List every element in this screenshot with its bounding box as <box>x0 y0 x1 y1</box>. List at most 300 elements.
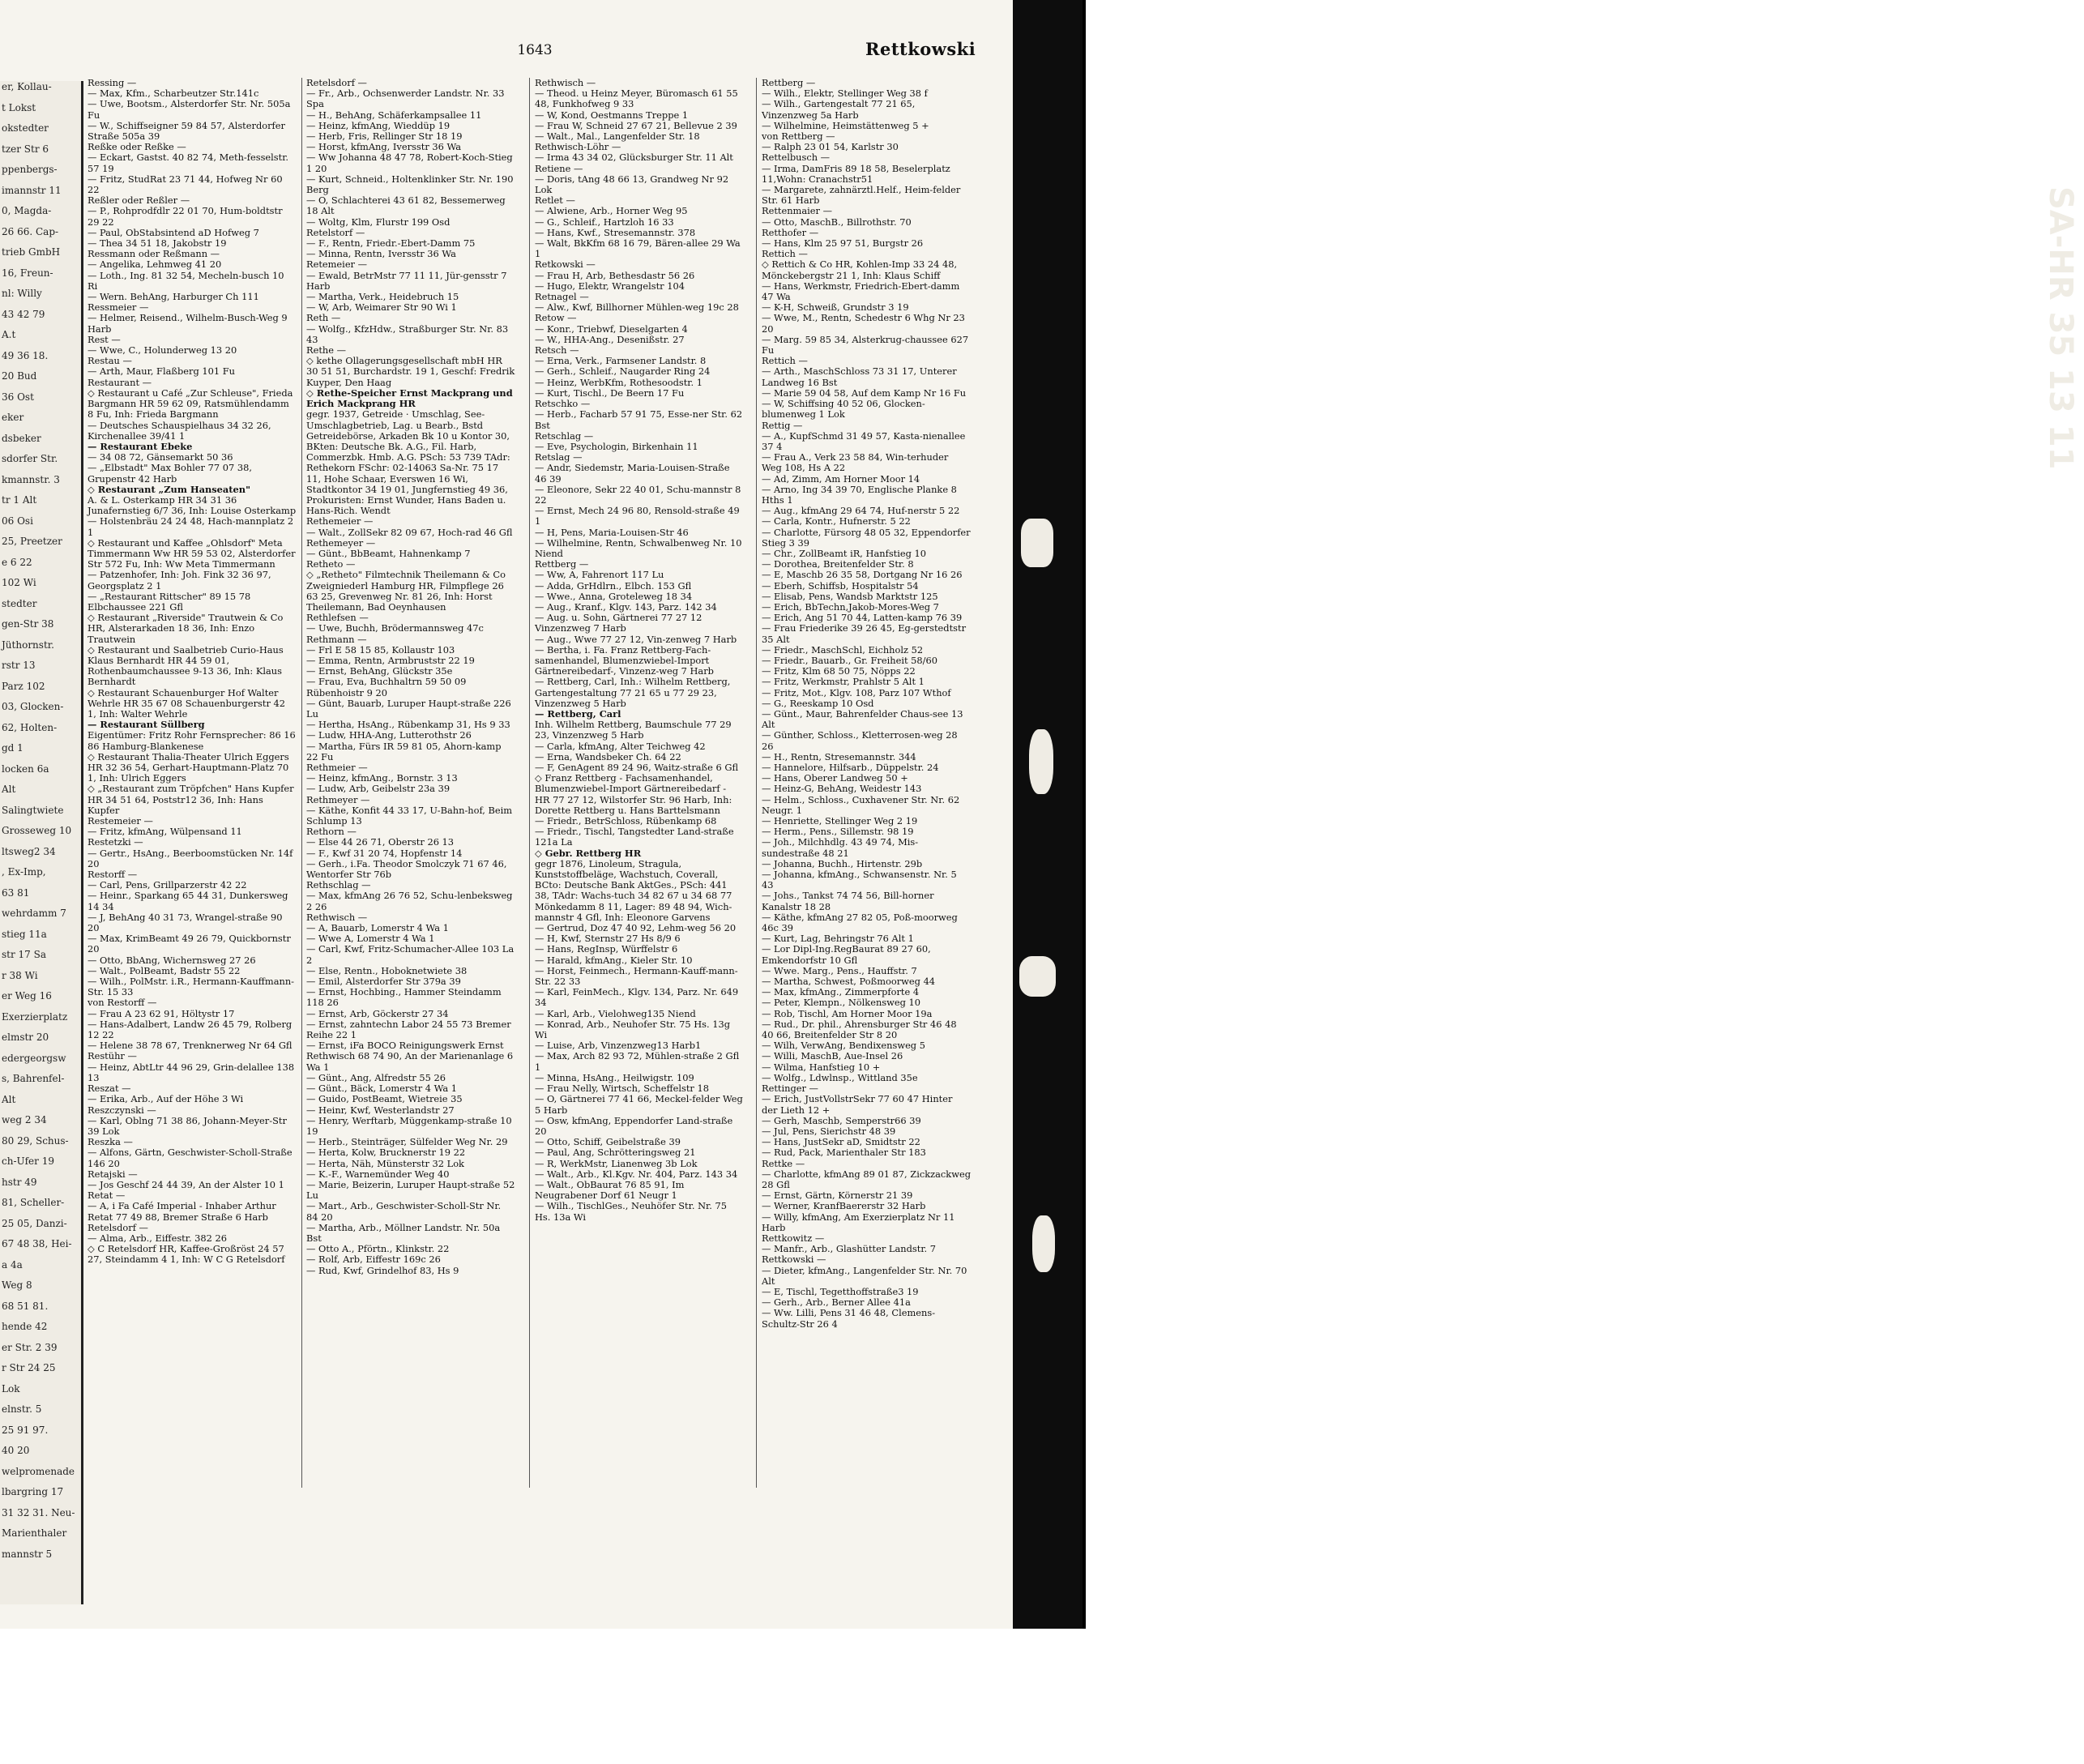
directory-entry: — Kurt, Schneid., Holtenklinker Str. Nr. 190 Berg <box>306 173 514 196</box>
directory-entry: — Friedr., BetrSchloss, Rübenkamp 68 <box>535 815 717 827</box>
directory-entry: — O, Gärtnerei 77 41 66, Meckel-felder Weg 5 Harb <box>535 1093 743 1116</box>
directory-entry: — Friedr., MaschSchl, Eichholz 52 <box>762 643 924 656</box>
directory-entry: — Hertha, HsAng., Rübenkamp 31, Hs 9 33 <box>306 719 510 731</box>
directory-entry: — Dorothea, Breitenfelder Str. 8 <box>762 558 914 570</box>
directory-entry: ◇ „Restaurant zum Tröpfchen" Hans Kupfer HR 34 51 64, Poststr12 36, Inh: Hans Kupfer <box>88 783 294 816</box>
directory-entry: — Loth., Ing. 81 32 54, Mecheln-busch 10 Ri <box>88 269 284 292</box>
directory-entry: — Rud, Kwf, Grindelhof 83, Hs 9 <box>306 1264 459 1276</box>
sliver-text-line: sdorfer Str. <box>2 453 58 464</box>
directory-entry: — Friedr., Bauarb., Gr. Freiheit 58/60 <box>762 654 937 666</box>
directory-entry: — Margarete, zahnärztl.Helf., Heim-felder Str. 61 Harb <box>762 184 961 207</box>
directory-entry: — Aug., Wwe 77 27 12, Vin-zenweg 7 Harb <box>535 633 737 645</box>
sliver-text-line: nl: Willy <box>2 288 42 299</box>
directory-entry: — Heinr., Sparkang 65 44 31, Dunkersweg 14 34 <box>88 890 288 912</box>
directory-entry: Reßler oder Reßler — — P., Rohprodfdlr 22 01 70, Hum-boldtstr 29 22 <box>88 194 283 228</box>
directory-entry: Rettelbusch — — Irma, DamFris 89 18 58, Beselerplatz 11,Wohn: Cranachstr51 <box>762 152 950 185</box>
directory-entry: — Heinz, WerbKfm, Rothesoodstr. 1 <box>535 376 702 388</box>
sliver-text-line: gen-Str 38 <box>2 618 54 630</box>
directory-entry: Rettke — — Charlotte, kfmAng 89 01 87, Zickzackweg 28 Gfl <box>762 1157 971 1190</box>
directory-entry: Retslag — — Andr, Siedemstr, Maria-Louisen-Straße 46 39 <box>535 451 730 485</box>
directory-entry: — Restaurant Ebeke <box>88 440 193 452</box>
directory-entry: Rettich — ◇ Rettich & Co HR, Kohlen-Imp 33 24 48, Mönckebergstr 21 1, Inh: Klaus Schiff <box>762 248 958 281</box>
directory-entry: Retat — — A, i Fa Café Imperial - Inhaber Arthur Retat 77 49 88, Bremer Straße 6 Harb <box>88 1190 276 1223</box>
directory-entry: — Heinr, Kwf, Westerlandstr 27 <box>306 1104 455 1116</box>
directory-entry: — Wern. BehAng, Harburger Ch 111 <box>88 291 259 303</box>
directory-entry: — Patzenhofer, Inh: Joh. Fink 32 36 97, Georgsplatz 2 1 <box>88 569 271 592</box>
directory-entry: — Marie, Beizerin, Luruper Haupt-straße 52 Lu <box>306 1178 515 1202</box>
directory-entry: Rettkowski — — Dieter, kfmAng., Langenfelder Str. Nr. 70 Alt <box>762 1254 967 1287</box>
directory-entry: — Günt., Maur, Bahrenfelder Chaus-see 13 Alt <box>762 707 963 731</box>
directory-entry: — Helene 38 78 67, Trenknerweg Nr 64 Gfl <box>88 1040 293 1052</box>
directory-entry: — Günt., Bäck, Lomerstr 4 Wa 1 <box>306 1083 458 1095</box>
directory-entry: Restemeier — — Fritz, kfmAng, Wülpensand 11 <box>88 815 242 838</box>
sliver-text-line: tzer Str 6 <box>2 143 49 155</box>
directory-entry: — Carla, Kontr., Hufnerstr. 5 22 <box>762 515 911 527</box>
sliver-text-line: 43 42 79 <box>2 308 45 320</box>
directory-entry: — Otto A., Pförtn., Klinkstr. 22 <box>306 1243 450 1255</box>
directory-entry: Retajski — — Jos Geschf 24 44 39, An der Alster 10 1 <box>88 1168 284 1190</box>
directory-entry: — Wilh., TischlGes., Neuhöfer Str. Nr. 75 Hs. 13a Wi <box>535 1200 727 1223</box>
running-head: Rettkowski <box>865 39 976 59</box>
directory-entry: Rettinger — — Erich, JustVollstrSekr 77 60 47 Hinter der Lieth 12 + <box>762 1083 953 1116</box>
directory-entry: — Joh., Milchhdlg. 43 49 74, Mis-sundestraße 48 21 <box>762 836 919 859</box>
directory-entry: — Ernst, iFa BOCO Reinigungswerk Ernst Rethwisch 68 74 90, An der Marienanlage 6 Wa 1 <box>306 1040 514 1073</box>
directory-entry: — Bertha, i. Fa. Franz Rettberg-Fach-samenhandel, Blumenzwiebel-Import Gärtnereibedarf-, Vinzenz-weg 7 Harb <box>535 643 714 677</box>
directory-entry: — Frau Friederike 39 26 45, Eg-gerstedtstr 35 Alt <box>762 622 967 645</box>
directory-entry: — E, Tischl, Tegetthoffstraße3 19 <box>762 1285 919 1297</box>
directory-entry: — Rud., Dr. phil., Ahrensburger Str 46 48 40 66, Breitenfelder Str 8 20 <box>762 1018 957 1041</box>
sliver-text-line: 06 Osi <box>2 515 33 527</box>
directory-entry: — Paul, ObStabsintend aD Hofweg 7 <box>88 226 259 238</box>
sliver-text-line: 63 81 <box>2 886 30 899</box>
directory-entry: — Rolf, Arb, Eiffestr 169c 26 <box>306 1254 441 1266</box>
directory-entry: A. & L. Osterkamp HR 34 31 36 Junafernstieg 6/7 36, Inh: Louise Osterkamp <box>88 493 297 517</box>
directory-entry: — F., Kwf 31 20 74, Hopfenstr 14 <box>306 847 463 859</box>
sliver-text-line: 25, Preetzer <box>2 536 62 547</box>
directory-entry: — Otto, Schiff, Geibelstraße 39 <box>535 1136 681 1148</box>
directory-entry: — Woltg, Klm, Flurstr 199 Osd <box>306 216 451 228</box>
sliver-text-line: er, Kollau- <box>2 81 52 92</box>
sliver-text-line: trieb GmbH <box>2 246 61 258</box>
directory-entry: — Helm., Schloss., Cuxhavener Str. Nr. 62 Neugr. 1 <box>762 793 960 816</box>
directory-entry: ◇ Restaurant Schauenburger Hof Walter Wehrle HR 35 67 08 Schauenburgerstr 42 1, Inh: Walter Wehrle <box>88 686 286 720</box>
directory-entry: — Holstenbräu 24 24 48, Hach-mannplatz 2 1 <box>88 515 294 538</box>
directory-entry: — Ernst, BehAng, Glückstr 35e <box>306 665 453 677</box>
directory-entry: — Harald, kfmAng., Kieler Str. 10 <box>535 954 693 966</box>
directory-entry: ◇ Franz Rettberg - Fachsamenhandel, Blumenzwiebel-Import Gärtnereibedarf - HR 77 27 12, Wilstorfer Str. 96 Harb, Inh: Dorette Rettberg u. Hans Barttelsmann <box>535 772 732 816</box>
directory-entry: — Käthe, kfmAng 27 82 05, Poß-moorweg 46c 39 <box>762 911 958 934</box>
directory-entry: — Johanna, kfmAng., Schwansenstr. Nr. 5 43 <box>762 869 957 891</box>
directory-entry: — Jul, Pens, Sierichstr 48 39 <box>762 1125 896 1137</box>
directory-entry: — W, Arb, Weimarer Str 90 Wi 1 <box>306 301 457 314</box>
directory-entry: Retthofer — — Hans, Klm 25 97 51, Burgstr 26 <box>762 226 924 250</box>
sliver-text-line: Alt <box>2 784 16 795</box>
directory-entry: — H, Pens, Maria-Louisen-Str 46 <box>535 526 689 538</box>
directory-entry: — Gerh., i.Fa. Theodor Smolczyk 71 67 46, Wentorfer Str 76b <box>306 857 507 881</box>
directory-entry: — Ludw, HHA-Ang, Lutterothstr 26 <box>306 729 472 741</box>
directory-entry: — Horst, kfmAng, Iversstr 36 Wa <box>306 141 462 153</box>
directory-entry: — Herta, Kolw, Brucknerstr 19 22 <box>306 1147 466 1159</box>
directory-entry: — Martha, Arb., Möllner Landstr. Nr. 50a Bst <box>306 1221 501 1244</box>
directory-entry: — Johs., Tankst 74 74 56, Bill-horner Kanalstr 18 28 <box>762 890 934 912</box>
directory-entry: — Hugo, Elektr, Wrangelstr 104 <box>535 280 685 292</box>
directory-entry: — Konrad, Arb., Neuhofer Str. 75 Hs. 13g Wi <box>535 1018 730 1041</box>
directory-entry: — H., Rentn, Stresemannstr. 344 <box>762 750 916 762</box>
directory-entry: — Wwe, M., Rentn, Schedestr 6 Whg Nr 23 20 <box>762 312 965 335</box>
directory-entry: Rethmeyer — — Käthe, Konfit 44 33 17, U-Bahn-hof, Beim Schlump 13 <box>306 793 513 827</box>
directory-entry: Restaurant — ◇ Restaurant u Café „Zur Schleuse", Frieda Bargmann HR 59 62 09, Ratsmühlendamm 8 Fu, Inh: Frieda Bargmann <box>88 376 293 421</box>
sliver-text-line: Parz 102 <box>2 680 45 692</box>
directory-entry: — Paul, Ang, Schrötteringsweg 21 <box>535 1147 696 1159</box>
sliver-text-line: stedter <box>2 597 37 609</box>
directory-entry: — K.-F., Warnemünder Weg 40 <box>306 1168 450 1180</box>
directory-entry: — Günt., Ang, Alfredstr 55 26 <box>306 1071 446 1083</box>
directory-entry: — Walt., ObBaurat 76 85 91, Im Neugrabener Dorf 61 Neugr 1 <box>535 1178 685 1202</box>
sliver-text-line: weg 2 34 <box>2 1114 47 1125</box>
directory-entry: — Johanna, Buchh., Hirtenstr. 29b <box>762 857 923 869</box>
sliver-text-line: dsbeker <box>2 432 41 444</box>
directory-entry: Rethschlag — — Max, kfmAng 26 76 52, Schu-lenbeksweg 2 26 <box>306 879 513 912</box>
directory-entry: — Aug., kfmAng 29 64 74, Huf-nerstr 5 22 <box>762 505 960 517</box>
directory-entry: Restühr — — Heinz, AbtLtr 44 96 29, Grin-delallee 138 13 <box>88 1050 295 1083</box>
sliver-text-line: r 38 Wi <box>2 969 38 981</box>
directory-entry: Ressmann oder Reßmann — — Angelika, Lehmweg 41 20 <box>88 248 222 271</box>
directory-entry: Rettenmaier — — Otto, MaschB., Billrothstr. 70 <box>762 205 912 228</box>
directory-entry: — Walt., PolBeamt, Badstr 55 22 <box>88 964 241 976</box>
directory-entry: — Erich, BbTechn,Jakob-Mores-Weg 7 <box>762 600 939 613</box>
directory-entry: — Uwe, Bootsm., Alsterdorfer Str. Nr. 505a Fu <box>88 98 291 121</box>
sliver-text-line: 25 91 97. <box>2 1424 49 1436</box>
sliver-text-line: e 6 22 <box>2 556 32 568</box>
sliver-text-line: Grosseweg 10 <box>2 825 72 836</box>
directory-entry: — Adda, GrHdlrn., Elbch. 153 Gfl <box>535 579 692 592</box>
directory-entry: Retnagel — — Alw., Kwf, Billhorner Mühlen-weg 19c 28 <box>535 291 739 314</box>
directory-entry: — „Elbstadt" Max Bohler 77 07 38, Grupenstr 42 Harb <box>88 462 252 485</box>
directory-entry: — Wwe. Marg., Pens., Hauffstr. 7 <box>762 964 917 976</box>
directory-entry: — Ludw, Arb, Geibelstr 23a 39 <box>306 783 451 795</box>
page-number: 1643 <box>517 42 553 58</box>
directory-entry: ◇ Gebr. Rettberg HR <box>535 847 642 859</box>
directory-entry: — Gerh, Maschb, Semperstr66 39 <box>762 1114 921 1126</box>
directory-entry: — Wilhelmine, Heimstättenweg 5 + <box>762 119 929 131</box>
sliver-text-line: 16, Freun- <box>2 267 53 279</box>
directory-entry: — Horst, Feinmech., Hermann-Kauff-mann-Str. 22 33 <box>535 964 738 988</box>
directory-entry: — Wilh., Gartengestalt 77 21 65, Vinzenzweg 5a Harb <box>762 98 916 121</box>
directory-entry: — 34 08 72, Gänsemarkt 50 36 <box>88 451 233 463</box>
directory-entry: Retelstorf — — F., Rentn, Friedr.-Ebert-Damm 75 <box>306 226 476 250</box>
directory-entry: ◇ Restaurant und Saalbetrieb Curio-Haus Klaus Bernhardt HR 44 59 01, Rothenbaumchaussee 9-13 36, Inh: Klaus Bernhardt <box>88 643 284 688</box>
directory-entry: — Fritz, Klm 68 50 75, Nöpps 22 <box>762 665 916 677</box>
directory-entry: Restau — — Arth, Maur, Flaßberg 101 Fu <box>88 355 235 378</box>
directory-entry: — Eberh, Schiffsb, Hospitalstr 54 <box>762 579 919 592</box>
directory-entry: — Max, KrimBeamt 49 26 79, Quickbornstr 20 <box>88 933 291 955</box>
directory-entry: — Else, Rentn., Hoboknetwiete 38 <box>306 964 468 976</box>
directory-entry: — Heinz, kfmAng, Wieddüp 19 <box>306 119 451 131</box>
directory-entry: Reszczynski — — Karl, Oblng 71 38 86, Johann-Meyer-Str 39 Lok <box>88 1104 287 1137</box>
directory-entry: Rettig — — A., KupfSchmd 31 49 57, Kasta-nienallee 37 4 <box>762 419 966 452</box>
directory-entry: Reszat — — Erika, Arb., Auf der Höhe 3 Wi <box>88 1083 244 1105</box>
sliver-text-line: eker <box>2 412 24 423</box>
directory-entry: — Günt, Bauarb, Luruper Haupt-straße 226 Lu <box>306 697 511 720</box>
directory-entry: — Guido, PostBeamt, Wietreie 35 <box>306 1093 463 1105</box>
sliver-text-line: Alt <box>2 1093 16 1105</box>
directory-entry: — Walt., Mal., Langenfelder Str. 18 <box>535 130 700 143</box>
directory-entry: — Carl, Kwf, Fritz-Schumacher-Allee 103 La 2 <box>306 943 515 966</box>
sliver-text-line: Salingtwiete <box>2 804 64 816</box>
directory-entry: — Ernst, zahntechn Labor 24 55 73 Bremer Reihe 22 1 <box>306 1018 511 1041</box>
directory-entry: Retkowski — — Frau H, Arb, Bethesdastr 56 26 <box>535 258 695 281</box>
directory-entry: — G., Reeskamp 10 Osd <box>762 697 874 709</box>
directory-entry: — F, GenAgent 89 24 96, Waitz-straße 6 Gfl <box>535 762 739 773</box>
directory-entry: Rethwisch — — Theod. u Heinz Meyer, Büromasch 61 55 48, Funkhofweg 9 33 <box>535 77 738 110</box>
sliver-text-line: tr 1 Alt <box>2 494 37 506</box>
directory-entry: — Thea 34 51 18, Jakobstr 19 <box>88 237 227 250</box>
directory-entry: — Carla, kfmAng, Alter Teichweg 42 <box>535 740 706 752</box>
directory-entry: — H, Kwf, Sternstr 27 Hs 8/9 6 <box>535 933 681 945</box>
sliver-text-line: s, Bahrenfel- <box>2 1073 65 1084</box>
directory-entry: von Restorff — — Frau A 23 62 91, Höltystr 17 <box>88 997 235 1019</box>
directory-entry: — Hans, JustSekr aD, Smidtstr 22 <box>762 1136 920 1148</box>
directory-entry: — Werner, KranfBaererstr 32 Harb <box>762 1200 926 1212</box>
directory-entry: — Ernst, Gärtn, Körnerstr 21 39 <box>762 1190 913 1202</box>
directory-entry: — Ad, Zimm, Am Horner Moor 14 <box>762 472 920 485</box>
directory-entry: — Hans, Werkmstr, Friedrich-Ebert-damm 47 Wa <box>762 280 960 303</box>
directory-entry: Reßke oder Reßke — — Eckart, Gastst. 40 82 74, Meth-fesselstr. 57 19 <box>88 141 289 174</box>
directory-entry: — Elisab, Pens, Wandsb Marktstr 125 <box>762 590 938 602</box>
directory-entry: — Kurt, Tischl., De Beern 17 Fu <box>535 387 685 399</box>
directory-entry: — Chr., ZollBeamt iR, Hanfstieg 10 <box>762 547 927 559</box>
sliver-text-line: imannstr 11 <box>2 184 62 196</box>
directory-entry: — Arno, Ing 34 39 70, Englische Planke 8 Hths 1 <box>762 483 957 506</box>
directory-entry: Reth — — Wolfg., KfzHdw., Straßburger Str. Nr. 83 43 <box>306 312 509 345</box>
sliver-text-line: 80 29, Schus- <box>2 1134 69 1147</box>
directory-entry: — Fritz, Werkmstr, Prahlstr 5 Alt 1 <box>762 676 925 688</box>
sliver-text-line: 25 05, Danzi- <box>2 1217 67 1229</box>
directory-entry: — Charlotte, Fürsorg 48 05 32, Eppendorfer Stieg 3 39 <box>762 526 971 549</box>
column-divider <box>756 78 757 1488</box>
directory-column-2 <box>306 78 515 1276</box>
directory-entry: — Hans-Adalbert, Landw 26 45 79, Rolberg 12 22 <box>88 1018 293 1041</box>
directory-entry: — Frau W, Schneid 27 67 21, Bellevue 2 39 <box>535 119 737 131</box>
directory-entry: Retlet — — Alwiene, Arb., Horner Weg 95 <box>535 194 688 217</box>
sliver-text-line: 31 32 31. Neu- <box>2 1506 75 1518</box>
directory-entry: — Ww. Lilli, Pens 31 46 48, Clemens-Schultz-Str 26 4 <box>762 1307 936 1330</box>
scan-edge-line <box>1083 0 1086 1629</box>
sliver-text-line: ltsweg2 34 <box>2 845 56 857</box>
directory-column-4 <box>762 78 971 1330</box>
directory-entry: — E, Maschb 26 35 58, Dortgang Nr 16 26 <box>762 569 963 581</box>
directory-entry: — K-H, Schweiß, Grundstr 3 19 <box>762 301 909 314</box>
column-divider <box>301 78 302 1488</box>
directory-entry: — Martha, Schwest, Poßmoorweg 44 <box>762 976 936 988</box>
directory-entry: — Wwe A, Lomerstr 4 Wa 1 <box>306 933 435 945</box>
directory-entry: Rethmann — — Frl E 58 15 85, Kollaustr 103 <box>306 633 455 656</box>
directory-entry: — G., Schleif., Hartzloh 16 33 <box>535 216 674 228</box>
directory-entry: Retheto — ◇ „Retheto" Filmtechnik Theilemann & Co Zweigniederl Hamburg HR, Filmpflege 26 63 25, Grevenweg Nr. 81 26, Inh: Horst Theilemann, Bad Oeynhausen <box>306 558 506 613</box>
sliver-text-line: 36 Ost <box>2 391 34 403</box>
directory-entry: — Fritz, StudRat 23 71 44, Hofweg Nr 60 22 <box>88 173 283 196</box>
sliver-text-line: 81, Scheller- <box>2 1197 65 1208</box>
directory-column-1 <box>88 78 297 1266</box>
directory-entry: — Mart., Arb., Geschwister-Scholl-Str Nr. 84 20 <box>306 1200 502 1223</box>
sliver-text-line: 68 51 81. <box>2 1300 49 1312</box>
directory-entry: Retsch — — Erna, Verk., Farmsener Landstr. 8 <box>535 344 707 367</box>
sliver-text-line: edergeorgsw <box>2 1052 66 1064</box>
directory-entry: ◇ Restaurant „Riverside" Trautwein & Co HR, Alsterarkaden 18 36, Inh: Enzo Trautwein <box>88 612 284 645</box>
directory-entry: — H., BehAng, Schäferkampsallee 11 <box>306 109 482 121</box>
directory-entry: — W., Schiffseigner 59 84 57, Alsterdorfer Straße 505a 39 <box>88 119 285 143</box>
sliver-text-line: stieg 11a <box>2 928 47 940</box>
sliver-text-line: wehrdamm 7 <box>2 908 66 919</box>
directory-entry: Inh. Wilhelm Rettberg, Baumschule 77 29 23, Vinzenzweg 5 Harb <box>535 719 732 741</box>
directory-entry: — Hans, RegInsp, Würffelstr 6 <box>535 943 678 955</box>
directory-entry: — Herb, Fris, Rellinger Str 18 19 <box>306 130 463 143</box>
sliver-text-line: r Str 24 25 <box>2 1362 56 1373</box>
sliver-text-line: welpromenade <box>2 1465 75 1477</box>
directory-entry: — Restaurant Süllberg <box>88 719 205 731</box>
directory-entry: — Minna, HsAng., Heilwigstr. 109 <box>535 1071 694 1083</box>
directory-entry: Rettberg — — Wilh., Elektr, Stellinger Weg 38 f <box>762 77 928 100</box>
directory-entry: — Marie 59 04 58, Auf dem Kamp Nr 16 Fu <box>762 387 967 399</box>
sliver-text-line: 102 Wi <box>2 577 36 588</box>
directory-column-3 <box>535 78 744 1223</box>
directory-entry: Rethmeier — — Heinz, kfmAng., Bornstr. 3 13 <box>306 762 458 784</box>
directory-entry: Restetzki — — Gertr., HsAng., Beerboomstücken Nr. 14f 20 <box>88 836 293 869</box>
directory-entry: — Aug., Kranf., Klgv. 143, Parz. 142 34 <box>535 600 717 613</box>
directory-entry: — Frau Nelly, Wirtsch, Scheffelstr 18 <box>535 1083 709 1095</box>
directory-entry: Eigentümer: Fritz Rohr Fernsprecher: 86 16 86 Hamburg-Blankenese <box>88 729 296 752</box>
directory-entry: — Walt, BkKfm 68 16 79, Bären-allee 29 Wa 1 <box>535 237 741 260</box>
directory-entry: Ressing — — Max, Kfm., Scharbeutzer Str.141c <box>88 77 259 100</box>
sliver-text-line: 26 66. Cap- <box>2 225 59 237</box>
directory-entry: ◇ Restaurant „Zum Hanseaten" <box>88 483 251 495</box>
directory-entry: Retelsdorf — — Fr., Arb., Ochsenwerder Landstr. Nr. 33 Spa <box>306 77 505 110</box>
scan-edge-dark-margin <box>1013 0 2079 1629</box>
directory-entry: Rethwisch-Löhr — — Irma 43 34 02, Glücksburger Str. 11 Alt <box>535 141 733 164</box>
sliver-text-line: hende 42 <box>2 1321 48 1332</box>
sliver-text-line: 67 48 38, Hei- <box>2 1238 72 1249</box>
sliver-text-line: lbargring 17 <box>2 1486 64 1497</box>
directory-entry: — Günther, Schloss., Kletterrosen-weg 28 26 <box>762 729 958 752</box>
sliver-text-line: t Lokst <box>2 101 36 113</box>
sliver-text-line: elmstr 20 <box>2 1031 49 1043</box>
directory-entry: Rethlefsen — — Uwe, Buchh, Brödermannsweg 47c <box>306 612 484 634</box>
directory-entry: — Max, Arch 82 93 72, Mühlen-straße 2 Gfl 1 <box>535 1050 740 1073</box>
sliver-text-line: 62, Holten- <box>2 721 58 733</box>
directory-entry: — Willy, kfmAng, Am Exerzierplatz Nr 11 Harb <box>762 1211 955 1233</box>
sliver-text-line: Exerzierplatz <box>2 1010 68 1023</box>
sliver-text-line: str 17 Sa <box>2 949 46 960</box>
directory-entry: — Aug. u. Sohn, Gärtnerei 77 27 12 Vinzenzweg 7 Harb <box>535 612 702 634</box>
sliver-text-line: Marienthaler <box>2 1527 67 1539</box>
sliver-text-line: Lok <box>2 1382 20 1395</box>
sliver-text-line: er Str. 2 39 <box>2 1341 58 1353</box>
directory-entry: Rethwisch — — A, Bauarb, Lomerstr 4 Wa 1 <box>306 911 449 934</box>
directory-entry: — Hans, Oberer Landweg 50 + <box>762 772 908 784</box>
directory-entry: — J, BehAng 40 31 73, Wrangel-straße 90 20 <box>88 911 283 934</box>
directory-entry: — Osw, kfmAng, Eppendorfer Land-straße 20 <box>535 1114 733 1137</box>
directory-entry: Reszka — — Alfons, Gärtn, Geschwister-Scholl-Straße 146 20 <box>88 1136 293 1169</box>
directory-entry: — Herta, Näh, Münsterstr 32 Lok <box>306 1157 464 1169</box>
directory-entry: — Henry, Werftarb, Müggenkamp-straße 10 19 <box>306 1114 512 1137</box>
directory-entry: — Wilhelmine, Rentn, Schwalbenweg Nr. 10 Niend <box>535 536 742 559</box>
directory-entry: — Rettberg, Carl, Inh.: Wilhelm Rettberg, Gartengestaltung 77 21 65 u 77 29 23, Vinzenzweg 5 Harb <box>535 676 731 709</box>
directory-entry: — Luise, Arb, Vinzenzweg13 Harb1 <box>535 1040 702 1052</box>
directory-entry: — Frau, Eva, Buchhaltrn 59 50 09 Rübenhoistr 9 20 <box>306 676 467 698</box>
sliver-text-line: hstr 49 <box>2 1176 37 1188</box>
directory-entry: — Hans, Kwf., Stresemannstr. 378 <box>535 226 696 238</box>
directory-entry: — Ernst, Mech 24 96 80, Rensold-straße 49 1 <box>535 505 740 527</box>
sliver-text-line: Jüthornstr. <box>2 639 54 651</box>
directory-entry: — Rud, Pack, Marienthaler Str 183 <box>762 1147 926 1159</box>
directory-entry: — Heinz-G, BehAng, Weidestr 143 <box>762 783 922 795</box>
directory-entry: — Willi, MaschB, Aue-Insel 26 <box>762 1050 903 1062</box>
sliver-text-line: okstedter <box>2 122 49 134</box>
directory-entry: Restorff — — Carl, Pens, Grillparzerstr 42 22 <box>88 869 247 891</box>
directory-entry: Retow — — Konr., Triebwf, Dieselgarten 4 <box>535 312 688 335</box>
sliver-text-line: kmannstr. 3 <box>2 473 60 485</box>
directory-entry: ◇ Rethe-Speicher Ernst Mackprang und Erich Mackprang HR <box>306 387 513 410</box>
directory-entry: ◇ Restaurant Thalia-Theater Ulrich Eggers HR 32 36 54, Gerhart-Hauptmann-Platz 70 1, Inh: Ulrich Eggers <box>88 750 289 784</box>
directory-entry: Rettkowitz — — Manfr., Arb., Glashütter Landstr. 7 <box>762 1232 936 1255</box>
directory-entry: Retelsdorf — — Alma, Arb., Eiffestr. 382 26 <box>88 1221 228 1244</box>
directory-entry: — Erna, Wandsbeker Ch. 64 22 <box>535 750 681 762</box>
directory-entry: — Wwe., Anna, Groteleweg 18 34 <box>535 590 693 602</box>
directory-entry: Rethemeier — — Walt., ZollSekr 82 09 67, Hoch-rad 46 Gfl <box>306 515 513 538</box>
sliver-text-line: ppenbergs- <box>2 164 58 175</box>
directory-entry: Rethe — ◇ kethe Ollagerungsgesellschaft mbH HR 30 51 51, Burchardstr. 19 1, Geschf: Fredrik Kuyper, Den Haag <box>306 344 515 388</box>
directory-entry: Rettberg — — Ww, A, Fahrenort 117 Lu <box>535 558 664 581</box>
directory-entry: — Friedr., Tischl, Tangstedter Land-straße 121a La <box>535 826 734 848</box>
sliver-text-line: a 4a <box>2 1258 23 1271</box>
directory-entry: — Erich, Ang 51 70 44, Latten-kamp 76 39 <box>762 612 963 624</box>
directory-entry: — W, Kond, Oestmanns Treppe 1 <box>535 109 689 121</box>
rotated-margin-stamp: SA-HR 35 13 11 <box>2042 186 2079 470</box>
sliver-text-line: elnstr. 5 <box>2 1403 42 1415</box>
directory-entry: Rethorn — — Else 44 26 71, Oberstr 26 13 <box>306 826 455 848</box>
directory-entry: — Karl, FeinMech., Klgv. 134, Parz. Nr. 649 34 <box>535 986 739 1009</box>
directory-entry: — Emma, Rentn, Armbruststr 22 19 <box>306 654 475 666</box>
directory-entry: — Fritz, Mot., Klgv. 108, Parz 107 Wthof <box>762 686 951 698</box>
directory-entry: — Wilh, VerwAng, Bendixensweg 5 <box>762 1040 925 1052</box>
directory-entry: gegr 1876, Linoleum, Stragula, Kunststoffbeläge, Wachstuch, Coverall, BCto: Deutsche Bank AktGes., PSch: 441 38, TAdr: Wachs-tuch 34 82 67 u 34 68 77 Mönkedamm 8 11, Lager: 89 48 94, Wich-mannstr 4 Gfl, Inh: Eleonore Garvens <box>535 857 732 923</box>
sliver-text-line: 0, Magda- <box>2 205 52 216</box>
directory-entry: — O, Schlachterei 43 61 82, Bessemerweg 18 Alt <box>306 194 506 217</box>
directory-entry: von Rettberg — — Ralph 23 01 54, Karlstr 30 <box>762 130 899 153</box>
directory-entry: Retemeier — — Ewald, BetrMstr 77 11 11, Jür-gensstr 7 Harb <box>306 258 507 292</box>
directory-entry: Ressmeier — — Helmer, Reisend., Wilhelm-Busch-Weg 9 Harb <box>88 301 288 335</box>
directory-entry: — Herb., Steinträger, Sülfelder Weg Nr. 29 <box>306 1136 508 1148</box>
directory-entry: Retiene — — Doris, tAng 48 66 13, Grandweg Nr 92 Lok <box>535 162 729 196</box>
previous-page-sliver <box>0 81 83 1604</box>
sliver-text-line: er Weg 16 <box>2 990 52 1002</box>
directory-entry: — W, Schiffsing 40 52 06, Glocken-blumenweg 1 Lok <box>762 398 925 421</box>
directory-entry: — „Restaurant Rittscher" 89 15 78 Elbchaussee 221 Gfl <box>88 590 251 613</box>
directory-entry: — Martha, Fürs IR 59 81 05, Ahorn-kamp 22 Fu <box>306 740 502 762</box>
directory-entry: — Wolfg., Ldwlnsp., Wittland 35e <box>762 1071 918 1083</box>
directory-entry: — Henriette, Stellinger Weg 2 19 <box>762 815 918 827</box>
directory-entry: — Ww Johanna 48 47 78, Robert-Koch-Stieg 1 20 <box>306 152 513 174</box>
sliver-text-line: 49 36 18. <box>2 349 49 361</box>
directory-entry: — Marg. 59 85 34, Alsterkrug-chaussee 627 Fu <box>762 333 969 357</box>
directory-entry: — W., HHA-Ang., Desenißstr. 27 <box>535 333 685 345</box>
directory-entry: Retschko — — Herb., Facharb 57 91 75, Esse-ner Str. 62 Bst <box>535 398 743 431</box>
directory-entry: — Karl, Arb., Vielohweg135 Niend <box>535 1007 696 1019</box>
column-divider <box>529 78 530 1488</box>
directory-entry: — Walt., Arb., Kl.Kgv. Nr. 404, Parz. 143 34 <box>535 1168 738 1180</box>
sliver-text-line: ch-Ufer 19 <box>2 1155 54 1167</box>
directory-entry: Rettich — — Arth., MaschSchloss 73 31 17, Unterer Landweg 16 Bst <box>762 355 957 388</box>
